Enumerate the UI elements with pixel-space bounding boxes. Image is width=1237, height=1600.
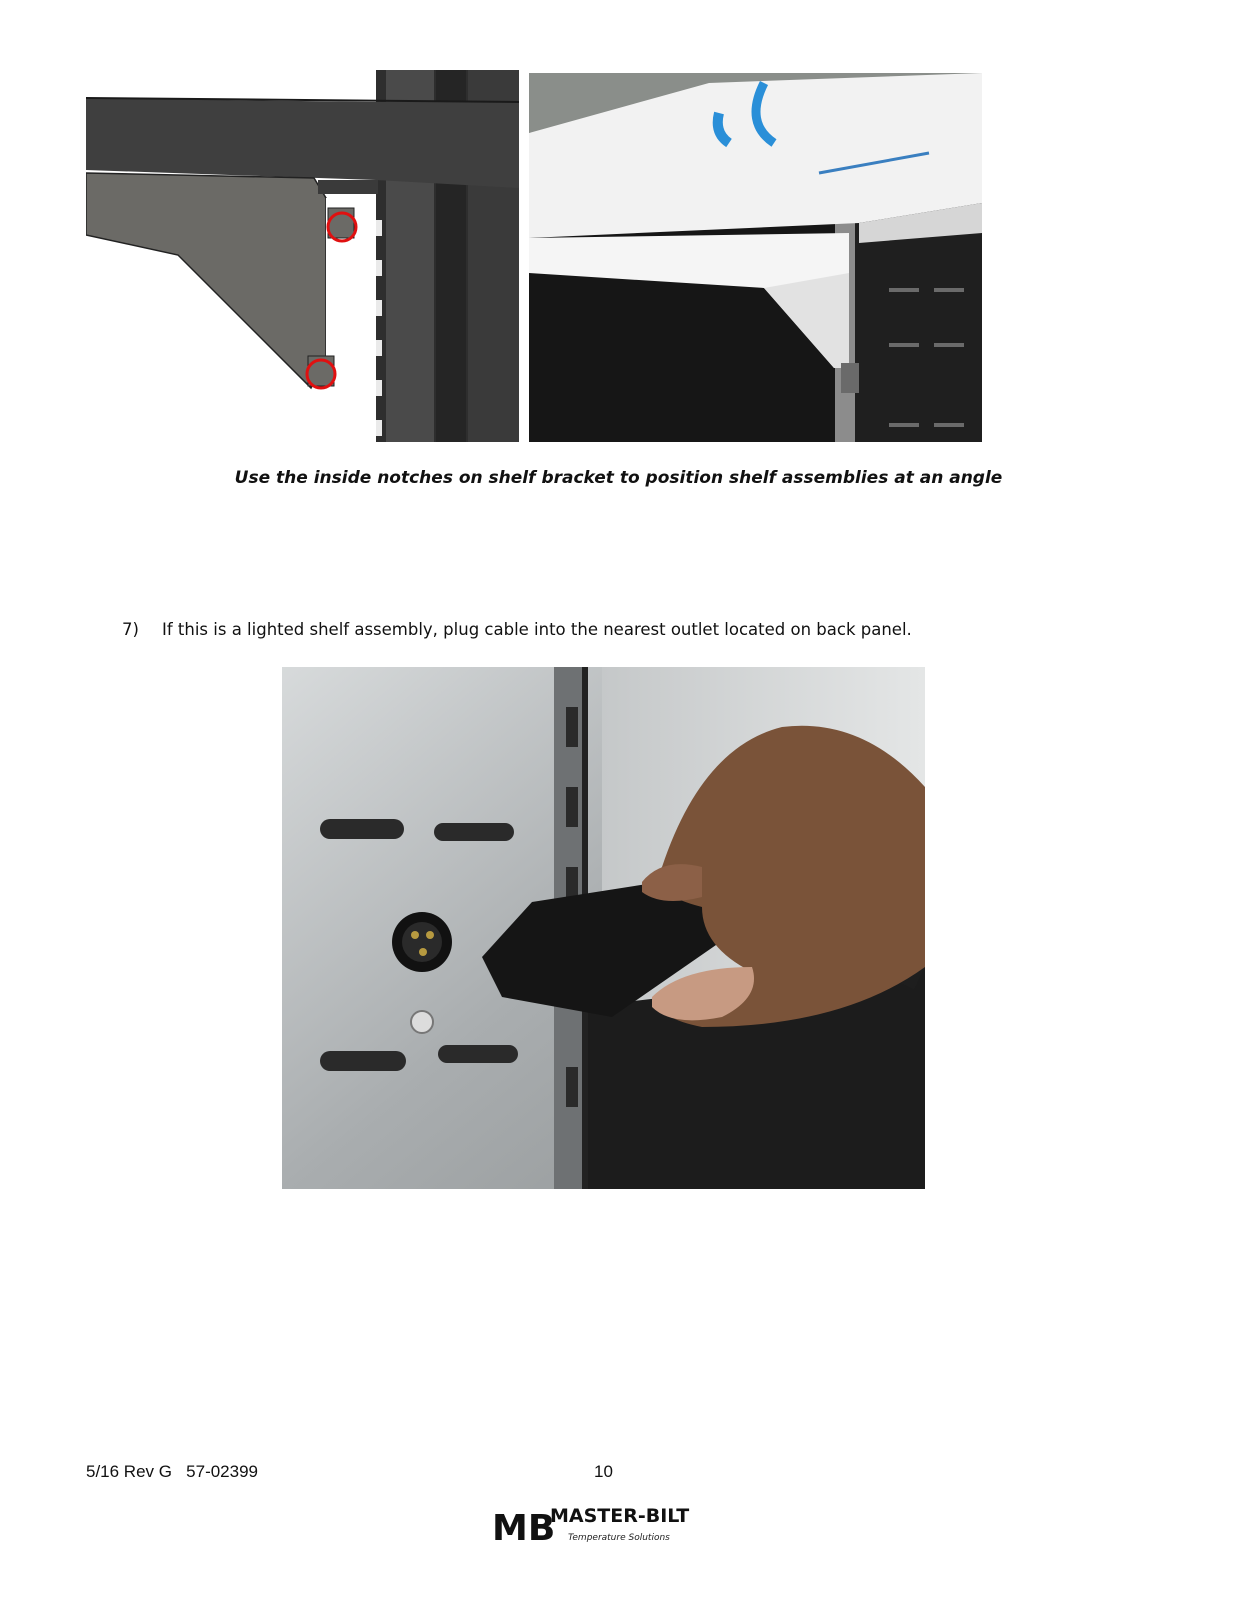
bracket-diagram-image <box>86 70 519 442</box>
bracket-installed-photo <box>529 73 982 442</box>
figure-caption: Use the inside notches on shelf bracket to position shelf assemblies at an angle <box>234 468 1003 488</box>
page-number: 10 <box>594 1462 613 1481</box>
plug-cable-photo <box>282 667 925 1189</box>
logo-tagline: Temperature Solutions <box>568 1533 670 1543</box>
master-bilt-logo <box>490 1500 730 1550</box>
step-number: 7) <box>122 620 139 639</box>
logo-mark: MB <box>492 1508 556 1549</box>
step-7 <box>122 620 912 639</box>
footer-revision: 5/16 Rev G 57-02399 <box>86 1462 259 1481</box>
step-text: If this is a lighted shelf assembly, plug cable into the nearest outlet located on back panel. <box>162 620 912 639</box>
logo-brand: MASTER-BILT <box>550 1505 690 1527</box>
